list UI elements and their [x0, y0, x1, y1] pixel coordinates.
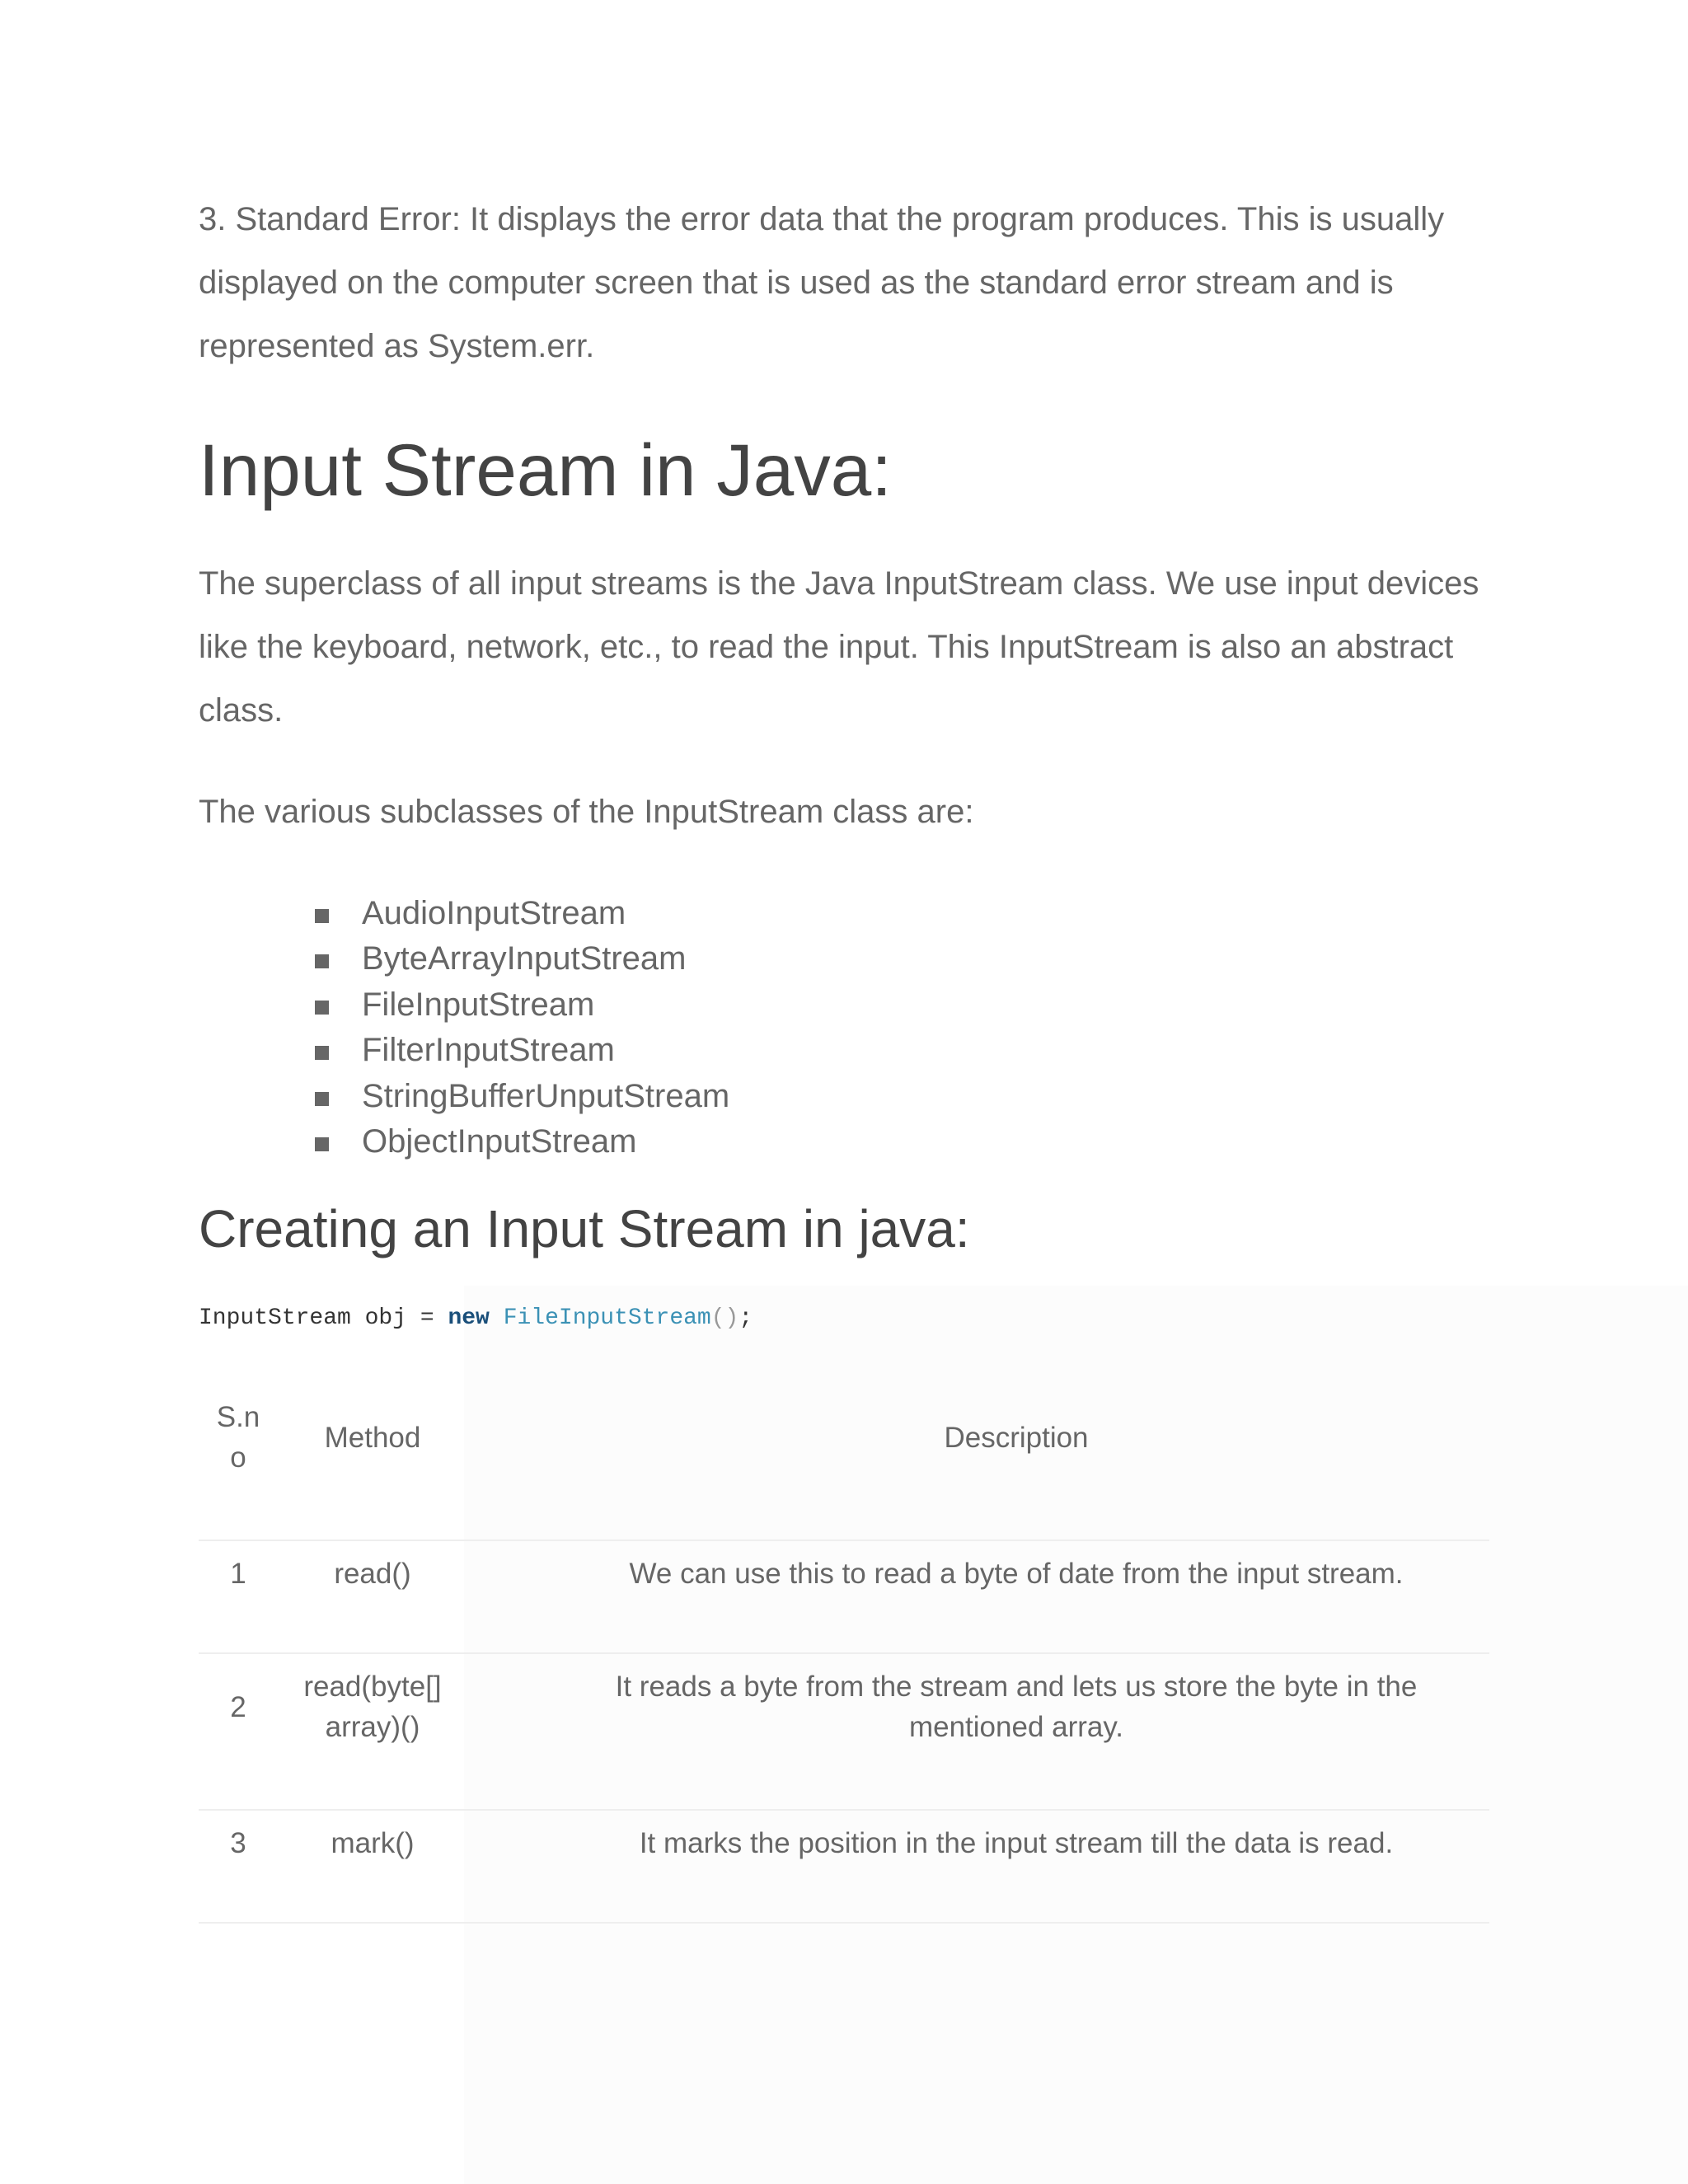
standard-error-paragraph: 3. Standard Error: It displays the error data that the program produces. This is usually displayed on the computer screen that is used as the standard error stream and is represented as System.err.	[199, 201, 1445, 364]
square-bullet-icon	[315, 1001, 329, 1015]
subclasses-intro: The various subclasses of the InputStream class are:	[199, 794, 974, 830]
row-method-line1: read(byte[]	[303, 1671, 442, 1703]
row-method	[278, 1666, 467, 1747]
row-sno: 1	[230, 1558, 246, 1590]
code-class-name: FileInputStream	[503, 1305, 711, 1331]
list-item	[315, 891, 729, 936]
row-method-line2: array)()	[325, 1711, 420, 1743]
header-method: Method	[324, 1422, 421, 1454]
list-item-label: FileInputStream	[362, 986, 595, 1023]
header-sno-line2: o	[230, 1441, 246, 1474]
table-bottom-rule	[199, 1922, 1489, 1924]
creating-input-stream-heading: Creating an Input Stream in java:	[199, 1199, 970, 1258]
list-item-label: StringBufferUnputStream	[362, 1077, 730, 1114]
code-keyword: new	[448, 1305, 490, 1331]
header-sno	[199, 1397, 278, 1478]
table-row	[199, 1540, 1489, 1654]
table-header-row	[199, 1387, 1489, 1540]
list-item-label: ByteArrayInputStream	[362, 940, 687, 977]
header-sno-line1: S.n	[216, 1401, 260, 1433]
list-item	[315, 1074, 729, 1119]
code-snippet	[199, 1302, 753, 1335]
square-bullet-icon	[315, 909, 329, 923]
row-description: It marks the position in the input stream till the data is read.	[639, 1827, 1394, 1859]
list-item-label: FilterInputStream	[362, 1032, 615, 1069]
code-declaration: InputStream obj =	[199, 1305, 448, 1331]
square-bullet-icon	[315, 1092, 329, 1106]
row-method: mark()	[331, 1827, 415, 1859]
list-item	[315, 1119, 729, 1165]
row-method: read()	[334, 1558, 411, 1590]
list-item	[315, 936, 729, 982]
row-sno: 3	[230, 1827, 246, 1859]
row-description: We can use this to read a byte of date from the input stream.	[629, 1558, 1404, 1590]
list-item-label: AudioInputStream	[362, 895, 626, 931]
list-item	[315, 982, 729, 1028]
input-stream-paragraph: The superclass of all input streams is the Java InputStream class. We use input devices like the keyboard, network, etc., to read the input. This InputStream is also an abstract class.	[199, 565, 1479, 729]
code-parens: ()	[710, 1305, 739, 1331]
list-item	[315, 1028, 729, 1073]
table-row	[199, 1652, 1489, 1811]
subclasses-list	[315, 891, 729, 1165]
code-semicolon: ;	[738, 1305, 753, 1331]
code-space	[490, 1305, 504, 1331]
input-stream-heading: Input Stream in Java:	[199, 429, 892, 511]
square-bullet-icon	[315, 1137, 329, 1151]
row-sno: 2	[230, 1691, 246, 1723]
square-bullet-icon	[315, 1046, 329, 1060]
list-item-label: ObjectInputStream	[362, 1122, 637, 1160]
header-description: Description	[944, 1422, 1089, 1454]
table-row	[199, 1809, 1489, 1924]
square-bullet-icon	[315, 954, 329, 968]
row-description: It reads a byte from the stream and lets us store the byte in the mentioned array.	[615, 1671, 1418, 1743]
